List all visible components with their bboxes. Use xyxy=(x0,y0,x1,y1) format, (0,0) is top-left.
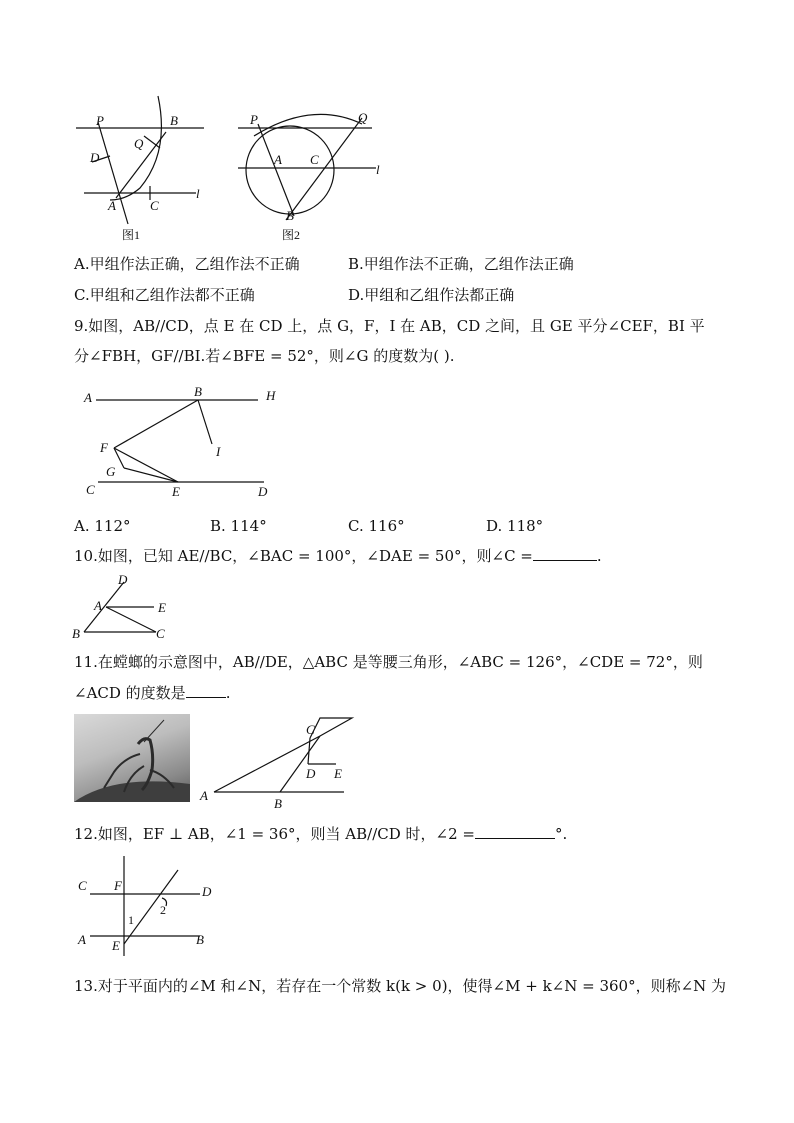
q9-label-H: H xyxy=(266,388,276,403)
q10-answer-blank[interactable] xyxy=(533,546,597,561)
q12-label-D: D xyxy=(202,884,212,899)
mantis-icon xyxy=(74,714,190,802)
q11-label-D: D xyxy=(306,766,316,781)
fig2-label-B: B xyxy=(286,208,294,223)
q9-label-F: F xyxy=(100,440,108,455)
q9-label-E: E xyxy=(172,484,180,499)
mantis-photo xyxy=(74,714,190,802)
q8-option-b: B.甲组作法不正确，乙组作法正确 xyxy=(348,255,574,273)
q12-label-angle-1: 1 xyxy=(128,913,134,927)
fig2-label-P: P xyxy=(250,112,258,127)
q12-label-angle-2: 2 xyxy=(160,903,166,917)
q12-text-end: °. xyxy=(554,825,568,843)
q10-label-E: E xyxy=(158,600,166,615)
fig2-label-Q: Q xyxy=(358,110,368,125)
q10-label-A: A xyxy=(94,598,102,613)
fig2-label-l: l xyxy=(376,162,380,177)
fig1-label-C: C xyxy=(150,198,159,213)
q9-label-A: A xyxy=(84,390,92,405)
q10-text-end: . xyxy=(596,547,602,565)
q12-answer-blank[interactable] xyxy=(475,824,555,839)
fig1-label-B: B xyxy=(170,113,178,128)
q11-answer-blank[interactable] xyxy=(186,683,226,698)
q9-option-c: C. 116° xyxy=(348,517,405,535)
q12-figure xyxy=(72,852,222,962)
q9-label-D: D xyxy=(258,484,268,499)
fig1-caption: 图1 xyxy=(122,228,141,242)
q8-figure-2 xyxy=(232,104,392,244)
q11-label-A: A xyxy=(200,788,208,803)
q10-label-C: C xyxy=(156,626,165,641)
q12-text-main: 12.如图，EF ⊥ AB，∠1 = 36°，则当 AB//CD 时，∠2 = xyxy=(74,825,475,843)
q10-text xyxy=(74,546,602,566)
q9-option-a: A. 112° xyxy=(74,517,131,535)
q11-text-line-2 xyxy=(74,683,230,703)
fig1-label-A: A xyxy=(108,198,116,213)
q9-text-line-1: 9.如图，AB//CD，点 E 在 CD 上，点 G，F，I 在 AB，CD 之间，且 GE 平分∠CEF，BI 平 xyxy=(74,317,705,335)
q9-text-line-2: 分∠FBH，GF//BI.若∠BFE = 52°，则∠G 的度数为( ). xyxy=(74,347,455,365)
q11-label-B: B xyxy=(274,796,282,811)
q12-label-F: F xyxy=(114,878,122,893)
q10-label-B: B xyxy=(72,626,80,641)
fig1-label-D: D xyxy=(90,150,100,165)
q9-label-I: I xyxy=(216,444,221,459)
q10-figure xyxy=(70,574,180,644)
fig1-label-Q: Q xyxy=(134,136,144,151)
q12-text xyxy=(74,824,567,844)
q10-text-main: 10.如图，已知 AE//BC，∠BAC = 100°，∠DAE = 50°，则∠C = xyxy=(74,547,533,565)
q8-option-a: A.甲组作法正确，乙组作法不正确 xyxy=(74,255,300,273)
fig2-caption: 图2 xyxy=(282,228,301,242)
q11-text-main: ∠ACD 的度数是 xyxy=(74,684,186,702)
fig2-label-A: A xyxy=(274,152,282,167)
q11-label-E: E xyxy=(334,766,342,781)
q8-option-d: D.甲组和乙组作法都正确 xyxy=(348,286,515,304)
q8-figure-1 xyxy=(70,92,210,242)
q12-label-B: B xyxy=(196,932,204,947)
q9-option-d: D. 118° xyxy=(486,517,544,535)
q12-label-A: A xyxy=(78,932,86,947)
q9-label-G: G xyxy=(106,464,116,479)
q12-label-E: E xyxy=(112,938,120,953)
q9-label-B: B xyxy=(194,384,202,399)
q13-text: 13.对于平面内的∠M 和∠N，若存在一个常数 k(k > 0)，使得∠M + k∠N = 360°，则称∠N 为 xyxy=(74,977,727,995)
q10-label-D: D xyxy=(118,574,128,587)
q8-option-c: C.甲组和乙组作法都不正确 xyxy=(74,286,255,304)
q11-label-C: C xyxy=(306,722,315,737)
q12-label-C: C xyxy=(78,878,87,893)
q9-label-C: C xyxy=(86,482,95,497)
q11-text-line-1: 11.在螳螂的示意图中，AB//DE，△ABC 是等腰三角形，∠ABC = 126°，∠CDE = 72°，则 xyxy=(74,653,703,671)
q11-figure xyxy=(196,712,356,812)
q9-figure xyxy=(76,382,286,502)
fig2-label-C: C xyxy=(310,152,319,167)
q11-text-end: . xyxy=(225,684,231,702)
fig1-label-l: l xyxy=(196,186,200,201)
fig1-label-P: P xyxy=(96,113,104,128)
q9-option-b: B. 114° xyxy=(210,517,267,535)
